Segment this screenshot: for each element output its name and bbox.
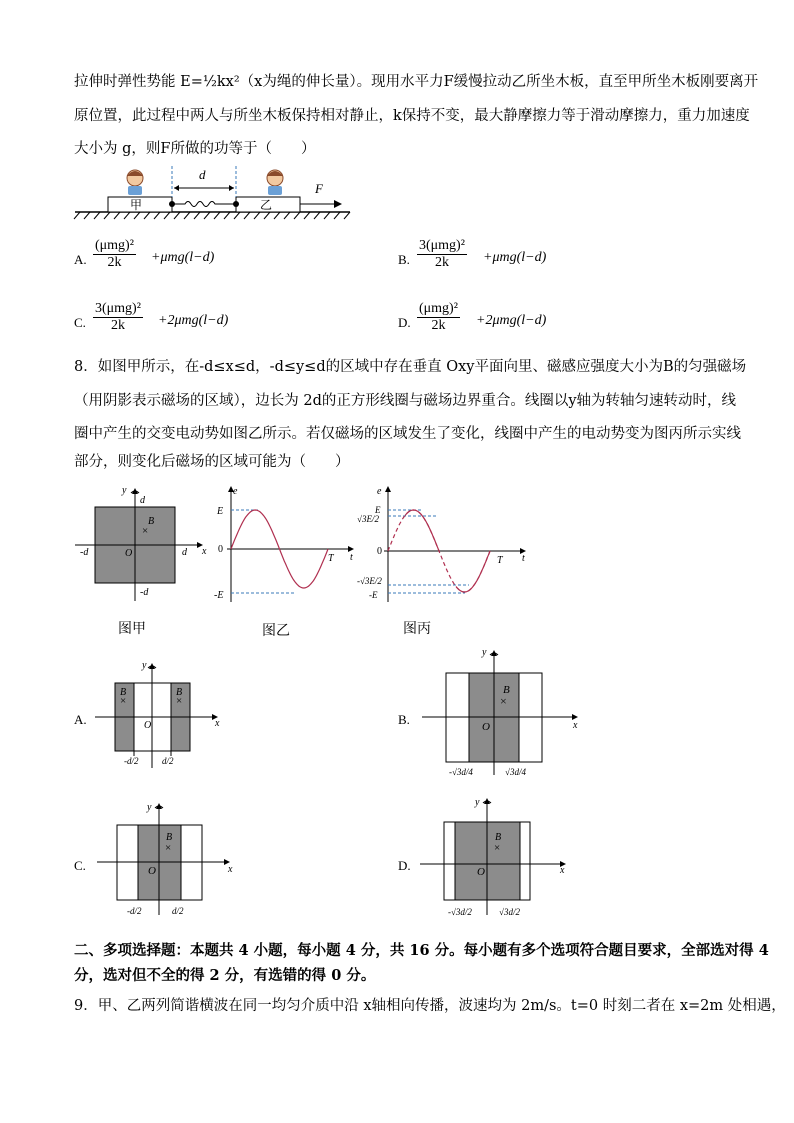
svg-text:B: B [503,684,510,696]
svg-text:-d/2: -d/2 [124,756,139,766]
q7-option-d-tail: +2μmg(l−d) [476,313,547,328]
svg-text:-d: -d [80,547,89,558]
svg-text:-√3d/2: -√3d/2 [448,907,472,917]
svg-text:0: 0 [377,546,382,557]
label-F: F [315,181,323,196]
svg-text:y: y [122,485,127,496]
q7-line-3: 大小为 g，则F所做的功等于（ ） [74,141,316,157]
q8-line-4: 部分，则变化后磁场的区域可能为（ ） [74,454,350,470]
fig-yi-caption: 图乙 [262,623,290,639]
ground-hatch [74,212,350,219]
svg-text:O: O [125,548,133,559]
q7-option-c-tail: +2μmg(l−d) [158,313,229,328]
svg-text:O: O [144,720,152,731]
section-2-line-2: 分，选对但不全的得 2 分，有选错的得 0 分。 [74,967,376,984]
svg-text:d/2: d/2 [172,906,184,916]
svg-text:y: y [475,797,480,808]
svg-text:B: B [148,516,155,527]
svg-text:O: O [477,866,485,878]
q8-option-d-label[interactable]: D. [398,858,411,873]
svg-text:×: × [500,694,507,708]
svg-text:√3d/2: √3d/2 [499,907,520,917]
svg-text:d: d [182,547,187,558]
q8-option-a-label[interactable]: A. [74,712,87,727]
svg-text:x: x [228,864,233,875]
svg-text:t: t [350,552,353,563]
svg-text:√3d/4: √3d/4 [505,767,526,777]
fig-bing-curve-solid-2 [456,551,490,592]
svg-text:×: × [494,842,501,854]
q7-option-d-label[interactable]: D. [398,315,411,330]
q7-option-b-fraction: 3(μmg)² 2k [419,238,465,270]
section-2-line-1: 二、多项选择题：本题共 4 小题，每小题 4 分，共 16 分。每小题有多个选项符合题目要求，全部选对得 4 [74,942,769,959]
q8-option-c-figure [92,800,247,920]
svg-text:-d/2: -d/2 [127,906,142,916]
q7-line-2: 原位置，此过程中两人与所坐木板保持相对静止，k保持不变，最大静摩擦力等于滑动摩擦力，重力加速度 [74,108,750,124]
fig-jia [75,483,215,608]
fig-jia-caption: 图甲 [118,621,146,637]
q8-option-b-figure [415,645,585,780]
svg-text:x: x [560,865,565,876]
svg-text:-d: -d [140,587,149,598]
q8-line-2: （用阴影表示磁场的区域），边长为 2d的正方形线圈与磁场边界重合。线圈以y轴为转轴匀速转动时，线 [74,393,737,409]
svg-text:T: T [328,553,334,564]
q8-option-b-label[interactable]: B. [398,712,410,727]
svg-text:e: e [233,486,238,497]
svg-text:d: d [140,495,145,506]
q7-option-d-fraction: (μmg)² 2k [419,301,458,333]
svg-text:-√3d/4: -√3d/4 [449,767,473,777]
person-jia-icon [127,170,143,195]
svg-text:×: × [165,842,172,854]
label-yi: 乙 [260,198,273,212]
svg-text:√3E/2: √3E/2 [357,514,379,524]
q7-figure [70,162,360,232]
svg-text:y: y [142,660,147,671]
svg-text:×: × [120,695,127,707]
svg-text:B: B [176,687,183,698]
svg-text:B: B [495,832,502,843]
svg-text:x: x [573,720,578,731]
svg-text:0: 0 [218,544,223,555]
svg-text:e: e [377,486,382,497]
fig-bing [355,484,530,609]
q9-line-1: 9．甲、乙两列简谐横波在同一均匀介质中沿 x轴相向传播，波速均为 2m/s。t=0 时刻二者在 x=2m 处相遇， [74,998,786,1014]
rope [172,202,236,207]
svg-text:E: E [375,505,381,515]
q8-option-a-figure [90,658,230,773]
svg-text:×: × [142,525,149,537]
label-jia: 甲 [130,198,143,212]
q8-line-1: 8．如图甲所示，在-d≤x≤d，-d≤y≤d的区域中存在垂直 Oxy平面向里、磁感应强度大小为B的匀强磁场 [74,359,747,375]
q7-option-c-fraction: 3(μmg)² 2k [95,301,141,333]
fig-bing-caption: 图丙 [403,621,431,637]
q8-option-c-label[interactable]: C. [74,858,86,873]
q7-option-a-fraction: (μmg)² 2k [95,238,134,270]
svg-text:E: E [217,506,224,517]
svg-text:-E: -E [369,590,378,600]
svg-text:d/2: d/2 [162,756,174,766]
svg-text:O: O [482,721,490,733]
svg-text:T: T [497,555,503,566]
person-yi-icon [267,170,283,195]
q7-option-b-tail: +μmg(l−d) [483,250,547,265]
q7-option-a-tail: +μmg(l−d) [151,250,215,265]
q7-option-a-label[interactable]: A. [74,252,87,267]
svg-text:x: x [202,546,207,557]
svg-text:x: x [215,718,220,729]
q8-option-d-figure [415,795,575,920]
svg-text:B: B [120,687,127,698]
q7-option-c-label[interactable]: C. [74,315,86,330]
svg-text:-E: -E [214,590,224,601]
svg-text:O: O [148,865,156,877]
svg-text:y: y [147,802,152,813]
svg-text:×: × [176,695,183,707]
svg-text:-√3E/2: -√3E/2 [357,576,382,586]
label-d: d [199,167,206,182]
svg-text:B: B [166,832,173,843]
q7-option-b-label[interactable]: B. [398,252,410,267]
q7-line-1: 拉伸时弹性势能 E=½kx²（x为绳的伸长量）。现用水平力F缓慢拉动乙所坐木板，直至甲所坐木板刚要离开 [74,74,759,90]
fig-yi [213,484,358,609]
svg-text:y: y [482,647,487,658]
q8-line-3: 圈中产生的交变电动势如图乙所示。若仅磁场的区域发生了变化，线圈中产生的电动势变为图丙所示实线 [74,426,741,442]
svg-text:t: t [522,553,525,564]
